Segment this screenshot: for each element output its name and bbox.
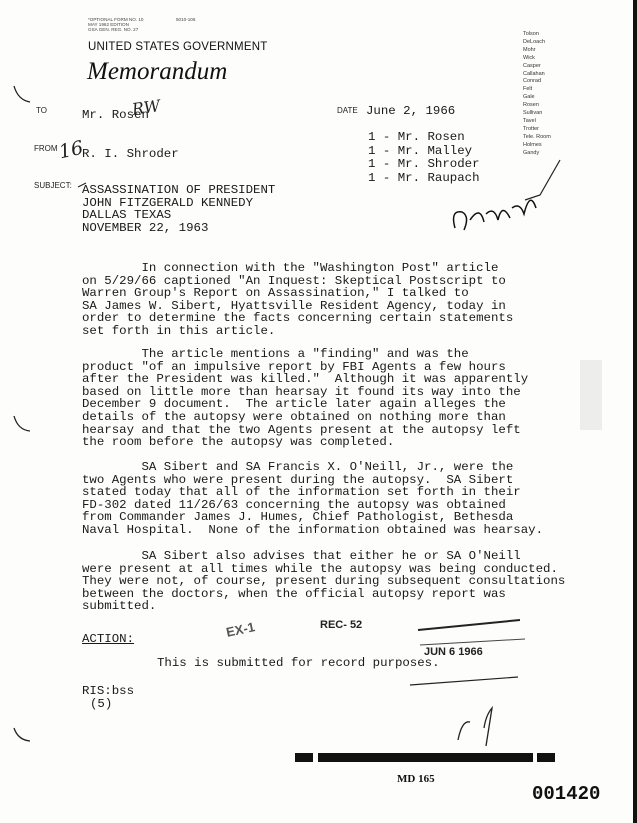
routing-item: Tolson: [523, 31, 539, 37]
from-value: R. I. Shroder: [82, 147, 179, 161]
routing-item: Sullivan: [523, 110, 543, 117]
to-handwritten-initials: RW: [130, 96, 162, 119]
action-text: This is submitted for record purposes.: [157, 656, 440, 670]
form-code: 5010-106: [176, 17, 196, 22]
serial-number: 001420: [532, 783, 601, 805]
memorandum-title: Memorandum: [87, 58, 228, 85]
date-label: DATE: [337, 106, 358, 115]
government-heading: UNITED STATES GOVERNMENT: [88, 41, 268, 53]
enclosure-count: (5): [90, 697, 113, 711]
ex-stamp: EX-1: [224, 619, 257, 640]
date-value: June 2, 1966: [366, 104, 456, 118]
rec-stamp: REC- 52: [320, 619, 363, 631]
routing-item: Rosen: [523, 102, 539, 109]
subject-line: ASSASSINATION OF PRESIDENT: [82, 183, 276, 197]
routing-item: Mohr: [523, 46, 536, 53]
copy-line: 1 - Mr. Raupach: [368, 170, 480, 185]
from-label: FROM: [34, 144, 58, 153]
md-number: MD 165: [397, 773, 435, 785]
routing-item: Callahan: [523, 70, 545, 77]
body-paragraph: SA Sibert also advises that either he or SA O'Neill were present at all times while the autopsy was being conducted. They were not, of course, present during subsequent consultations between the doctors, when the official autopsy report was submitted.: [82, 549, 566, 614]
file-date-stamp: JUN 6 1966: [424, 646, 483, 658]
to-value: Mr. Rosen: [82, 108, 149, 122]
routing-item: Tavel: [523, 117, 536, 124]
routing-item: Wick: [523, 54, 535, 61]
subject-line: DALLAS TEXAS: [82, 208, 172, 223]
subject-label: SUBJECT:: [34, 181, 72, 190]
subject-line: NOVEMBER 22, 1963: [82, 220, 209, 235]
routing-item: Gale: [523, 94, 535, 101]
routing-item: Casper: [523, 62, 541, 69]
to-label: TO: [36, 106, 47, 115]
copy-line: 1 - Mr. Malley: [368, 143, 473, 158]
subject-line: JOHN FITZGERALD KENNEDY: [82, 195, 254, 210]
routing-item: Holmes: [523, 141, 542, 148]
typist-initials: RIS:bss: [82, 684, 135, 698]
routing-item: Gandy: [523, 149, 540, 156]
form-number: *OPTIONAL FORM NO. 10 MAY 1962 EDITION GSA GEN. REG. NO. 27: [88, 17, 144, 32]
from-handwritten-initials: 16: [56, 136, 86, 164]
body-paragraph: The article mentions a "finding" and was the product "of an impulsive report by FBI Agents a few hours after the President was killed." Although it was apparently based on little more than hearsay it found its way into the December 9 document. The article later again alleges the details of the autopsy were obtained on nothing more than hearsay and that the two Agents present at the autopsy left the room before the autopsy was completed.: [82, 347, 529, 450]
body-paragraph: In connection with the "Washington Post" article on 5/29/66 captioned "An Inquest: Skeptical Postscript to Warren Group's Report on Assassination," I talked to SA James W. Sibert, Hyattsville Resident Agency, today in order to determine the facts concerning certain statements set forth in this article.: [82, 261, 514, 338]
routing-item: Tele. Room: [523, 133, 551, 140]
routing-item: DeLoach: [523, 38, 546, 45]
routing-item: Felt: [523, 86, 533, 93]
scan-edge: [633, 0, 637, 823]
action-label: ACTION:: [82, 632, 135, 646]
routing-item: Trotter: [523, 125, 539, 132]
copy-line: 1 - Mr. Rosen: [368, 130, 465, 144]
routing-item: Conrad: [523, 78, 542, 85]
copy-line: 1 - Mr. Shroder: [368, 157, 480, 172]
body-paragraph: SA Sibert and SA Francis X. O'Neill, Jr., were the two Agents who were present during the autopsy. SA Sibert stated today that all of the information set forth in their FD-302 dated 11/26/63 concerning the autopsy was obtained from Commander James J. Humes, Chief Pathologist, Bethesda Naval Hospital. None of the information obtained was hearsay.: [82, 460, 544, 537]
